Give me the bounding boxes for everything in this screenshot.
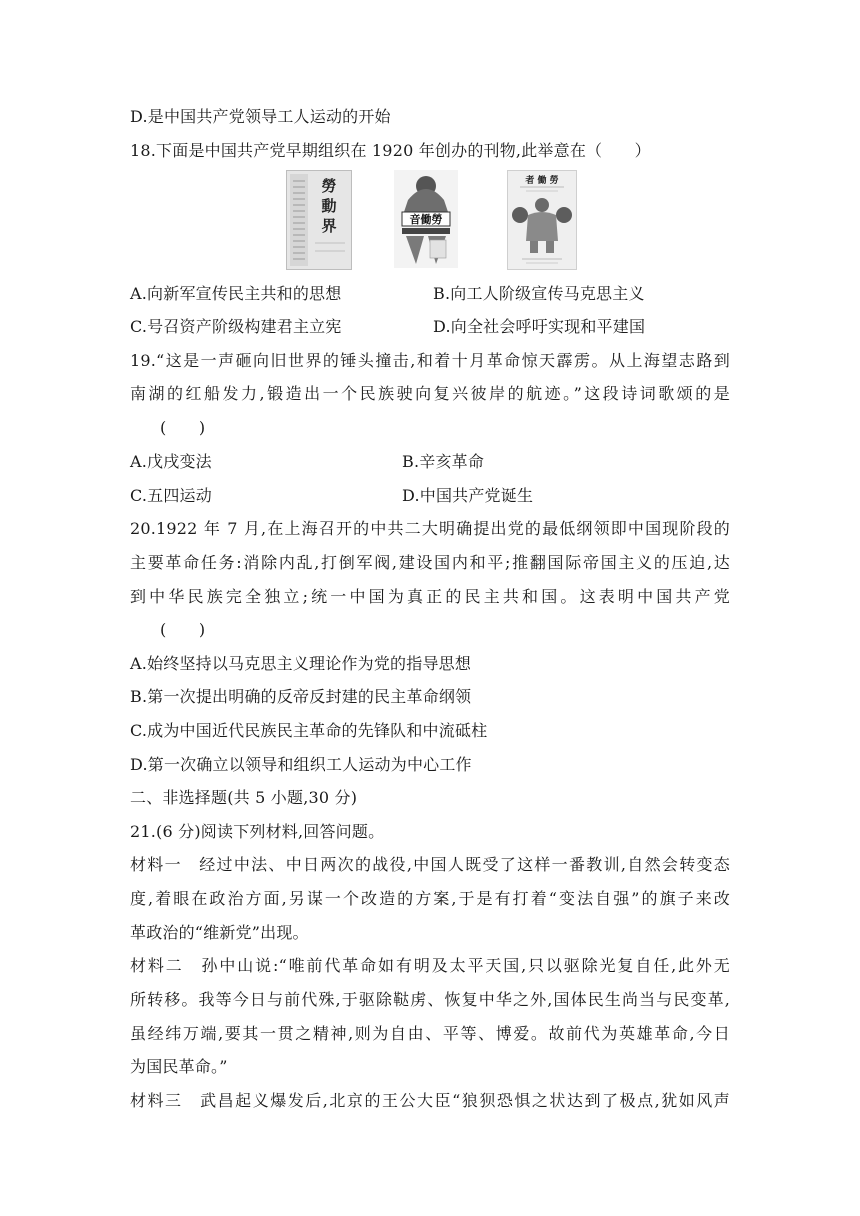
q18-option-a: A.向新军宣传民主共和的思想 xyxy=(130,284,342,303)
fig-laodongzhe xyxy=(507,170,577,270)
material2-line2: 所转移。我等今日与前代殊,于驱除鞑虏、恢复中华之外,国体民生尚当与民变革, xyxy=(130,990,730,1009)
q20-option-c: C.成为中国近代民族民主革命的先锋队和中流砥柱 xyxy=(130,721,488,740)
q20-option-d: D.第一次确立以领导和组织工人运动为中心工作 xyxy=(130,755,472,774)
svg-text:者 働 勞: 者 働 勞 xyxy=(525,176,559,186)
svg-text:動: 動 xyxy=(321,197,337,215)
material1-line1: 材料一 经过中法、中日两次的战役,中国人既受了这样一番教训,自然会转变态 xyxy=(130,855,730,874)
q21-stem: 21.(6 分)阅读下列材料,回答问题。 xyxy=(130,822,385,841)
q18-option-b: B.向工人阶级宣传马克思主义 xyxy=(433,284,645,303)
material1-line3: 革政治的“维新党”出现。 xyxy=(130,923,309,942)
material3-line1: 材料三 武昌起义爆发后,北京的王公大臣“狼狈恐惧之状达到了极点,犹如风声 xyxy=(130,1091,730,1110)
fig-laodongyin xyxy=(394,170,458,268)
q20-option-a: A.始终坚持以马克思主义理论作为党的指导思想 xyxy=(130,654,472,673)
q19-option-a: A.戊戌变法 xyxy=(130,452,212,471)
material2-line3: 虽经纬万端,要其一贯之精神,则为自由、平等、博爱。故前代为英雄革命,今日 xyxy=(130,1024,730,1043)
q20-stem-line3: 到中华民族完全独立;统一中国为真正的民主共和国。这表明中国共产党 xyxy=(130,587,730,606)
q19-option-b: B.辛亥革命 xyxy=(402,452,485,471)
q20-answer-paren: ( ) xyxy=(160,620,206,639)
q17-option-d: D.是中国共产党领导工人运动的开始 xyxy=(130,107,391,126)
q19-stem-line2: 南湖的红船发力,锻造出一个民族驶向复兴彼岸的航迹。”这段诗词歌颂的是 xyxy=(130,384,730,403)
q19-option-c: C.五四运动 xyxy=(130,486,212,505)
material2-line4: 为国民革命。” xyxy=(130,1057,228,1076)
q20-stem-line1: 20.1922 年 7 月,在上海召开的中共二大明确提出党的最低纲领即中国现阶段的 xyxy=(130,519,730,538)
q18-stem: 18.下面是中国共产党早期组织在 1920 年创办的刊物,此举意在（ ） xyxy=(130,141,651,160)
material2-line1: 材料二 孙中山说:“唯前代革命如有明及太平天国,只以驱除光复自任,此外无 xyxy=(130,956,730,975)
q18-figures xyxy=(0,170,860,270)
fig-laodongjie xyxy=(286,170,352,270)
svg-text:勞: 勞 xyxy=(321,177,337,195)
q19-answer-paren: ( ) xyxy=(160,418,206,437)
q18-option-d: D.向全社会呼吁实现和平建国 xyxy=(433,317,646,336)
svg-text:音働勞: 音働勞 xyxy=(409,213,443,226)
q19-stem-line1: 19.“这是一声砸向旧世界的锤头撞击,和着十月革命惊天霹雳。从上海望志路到 xyxy=(130,351,730,370)
q19-option-d: D.中国共产党诞生 xyxy=(402,486,534,505)
section-heading: 二、非选择题(共 5 小题,30 分) xyxy=(130,788,358,807)
q18-option-c: C.号召资产阶级构建君主立宪 xyxy=(130,317,342,336)
material1-line2: 度,着眼在政治方面,另谋一个改造的方案,于是有打着“变法自强”的旗子来改 xyxy=(130,889,730,908)
q20-option-b: B.第一次提出明确的反帝反封建的民主革命纲领 xyxy=(130,687,472,706)
svg-text:界: 界 xyxy=(321,217,337,235)
q20-stem-line2: 主要革命任务:消除内乱,打倒军阀,建设国内和平;推翻国际帝国主义的压迫,达 xyxy=(130,553,730,572)
